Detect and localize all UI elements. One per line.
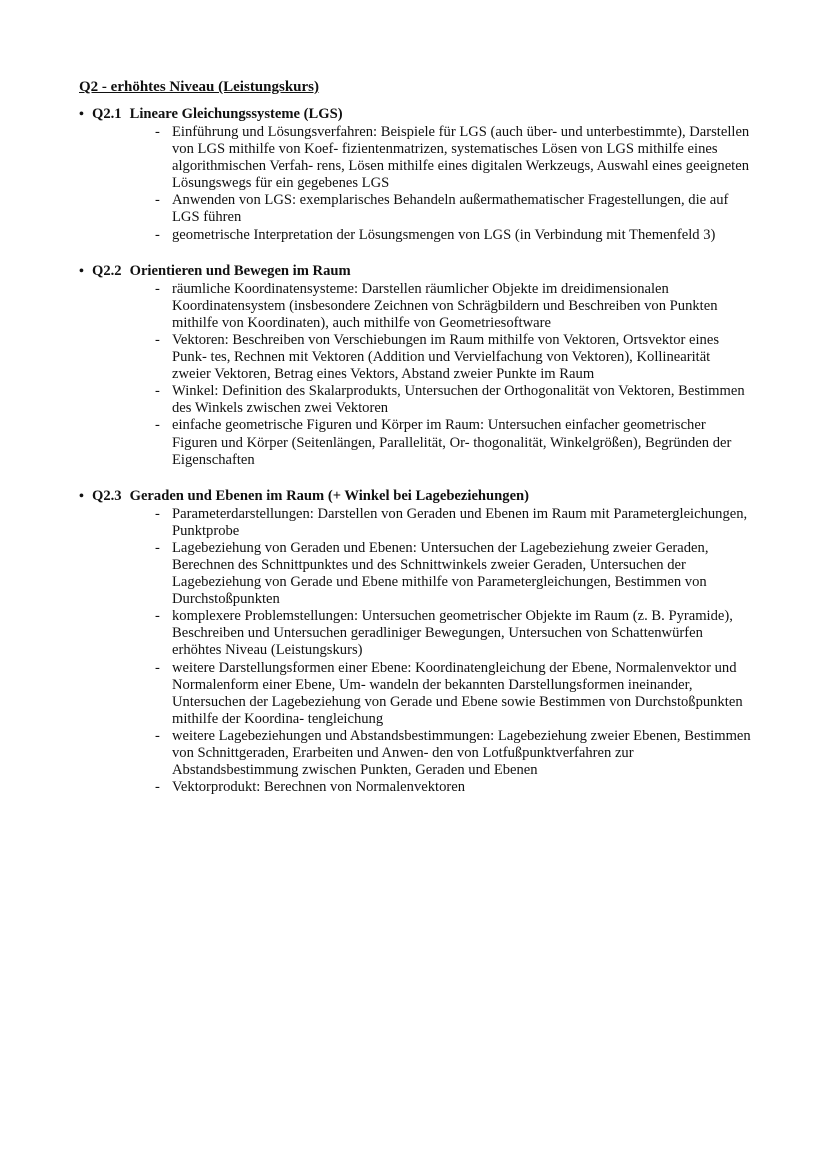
section-title: Lineare Gleichungssysteme (LGS) — [129, 106, 343, 122]
list-item-text: Anwenden von LGS: exemplarisches Behandeln außermathematischer Fragestellungen, die auf LGS führen — [172, 192, 729, 226]
bullet-icon: • — [79, 263, 84, 279]
dash-icon: - — [155, 331, 160, 348]
dash-icon: - — [155, 608, 160, 625]
section-heading — [79, 105, 768, 124]
section-item-list — [79, 124, 768, 244]
section-code: Q2.1 — [92, 106, 122, 122]
dash-icon: - — [155, 659, 160, 676]
section-heading — [79, 262, 768, 281]
list-item — [155, 281, 768, 332]
list-item — [155, 728, 768, 779]
section-item-list — [79, 506, 768, 797]
section-item-list — [79, 281, 768, 469]
list-item — [155, 332, 768, 383]
dash-icon: - — [155, 280, 160, 297]
dash-icon: - — [155, 539, 160, 556]
list-item-text: Vektoren: Beschreiben von Verschiebungen im Raum mithilfe von Vektoren, Ortsvektor eines Punk- tes, Rechnen mit Vektoren (Addition und Vervielfachung von Vektoren), Kollinearität zweier Vektoren, Betrag eines Vektors, Abstand zweier Punkte im Raum — [172, 331, 720, 383]
list-item — [155, 417, 768, 468]
list-item-text: räumliche Koordinatensysteme: Darstellen räumlicher Objekte im dreidimensionalen Koordinatensystem (insbesondere Zeichnen von Schrägbildern und Beschreiben von Punkten mithilfe von Koordinaten), auch mithilfe von Geometriesoftware — [172, 280, 718, 331]
section-q2-3 — [79, 487, 768, 797]
list-item — [155, 660, 768, 728]
dash-icon: - — [155, 192, 160, 209]
list-item — [155, 124, 768, 192]
list-item-text: weitere Darstellungsformen einer Ebene: Koordinatengleichung der Ebene, Normalenvektor und Normalenform einer Ebene, Um- wandeln der bekannten Darstellungsformen ineinander, Untersuchen der Lagebeziehung von Gerade und Ebene sowie Bestimmen von Durchstoßpunkten mithilfe der Koordina- tengleichung — [172, 659, 743, 727]
bullet-icon: • — [79, 488, 84, 504]
list-item-text: Einführung und Lösungsverfahren: Beispiele für LGS (auch über- und unterbestimmte), Darstellen von LGS mithilfe von Koef- fizientenmatrizen, systematisches Lösen von LGS mithilfe eines algorithmischen Verfah- rens, Lösen mithilfe eines digitalen Werkzeugs, Auswahl eines geeigneten Lösungswegs für ein gegebenes LGS — [172, 124, 750, 192]
list-item-text: Vektorprodukt: Berechnen von Normalenvektoren — [172, 779, 466, 796]
dash-icon: - — [155, 226, 160, 243]
list-item — [155, 192, 768, 226]
section-code: Q2.3 — [92, 487, 122, 504]
list-item — [155, 383, 768, 417]
list-item — [155, 540, 768, 608]
list-item — [155, 506, 768, 540]
section-code: Q2.2 — [92, 262, 122, 279]
list-item — [155, 227, 768, 244]
list-item-text: komplexere Problemstellungen: Untersuchen geometrischer Objekte im Raum (z. B. Pyramide), Beschreiben und Untersuchen geradliniger Bewegungen, Untersuchen von Schattenwürfen erhöhtes Niveau (Leistungskurs) — [172, 608, 733, 659]
list-item-text: Winkel: Definition des Skalarprodukts, Untersuchen der Orthogonalität von Vektoren, Bestimmen des Winkels zwischen zwei Vektoren — [172, 383, 745, 417]
dash-icon: - — [155, 417, 160, 434]
section-q2-1 — [79, 105, 768, 244]
list-item-text: Lagebeziehung von Geraden und Ebenen: Untersuchen der Lagebeziehung zweier Geraden, Berechnen des Schnittpunktes und des Schnittwinkels zweier Geraden, Untersuchen der Lagebeziehung von Gerade und Ebene mithilfe von Parametergleichungen, Bestimmen von Durchstoßpunkten — [172, 539, 709, 608]
bullet-icon: • — [79, 107, 84, 122]
section-title: Geraden und Ebenen im Raum (+ Winkel bei Lagebeziehungen) — [129, 487, 530, 504]
list-item — [155, 608, 768, 659]
document-title: Q2 - erhöhtes Niveau (Leistungskurs) — [79, 79, 320, 95]
list-item — [155, 779, 768, 796]
list-item-text: weitere Lagebeziehungen und Abstandsbestimmungen: Lagebeziehung zweier Ebenen, Bestimmen von Schnittgeraden, Erarbeiten und Anwen- den von Lotfußpunktverfahren zur Abstandsbestimmung zwischen Punkten, Geraden und Ebenen — [172, 727, 751, 779]
dash-icon: - — [155, 124, 160, 140]
dash-icon: - — [155, 505, 160, 522]
list-item-text: einfache geometrische Figuren und Körper im Raum: Untersuchen einfacher geometrischer Figuren und Körper (Seitenlängen, Parallelität, Or- thogonalität, Winkelgrößen), Begründen der Eigenschaften — [172, 417, 732, 468]
dash-icon: - — [155, 383, 160, 400]
list-item-text: Parameterdarstellungen: Darstellen von Geraden und Ebenen im Raum mit Parametergleichungen, Punktprobe — [172, 505, 748, 539]
section-title: Orientieren und Bewegen im Raum — [129, 262, 351, 279]
dash-icon: - — [155, 727, 160, 744]
list-item-text: geometrische Interpretation der Lösungsmengen von LGS (in Verbindung mit Themenfeld 3) — [172, 226, 716, 243]
section-heading — [79, 487, 768, 506]
dash-icon: - — [155, 779, 160, 796]
section-q2-2 — [79, 262, 768, 469]
